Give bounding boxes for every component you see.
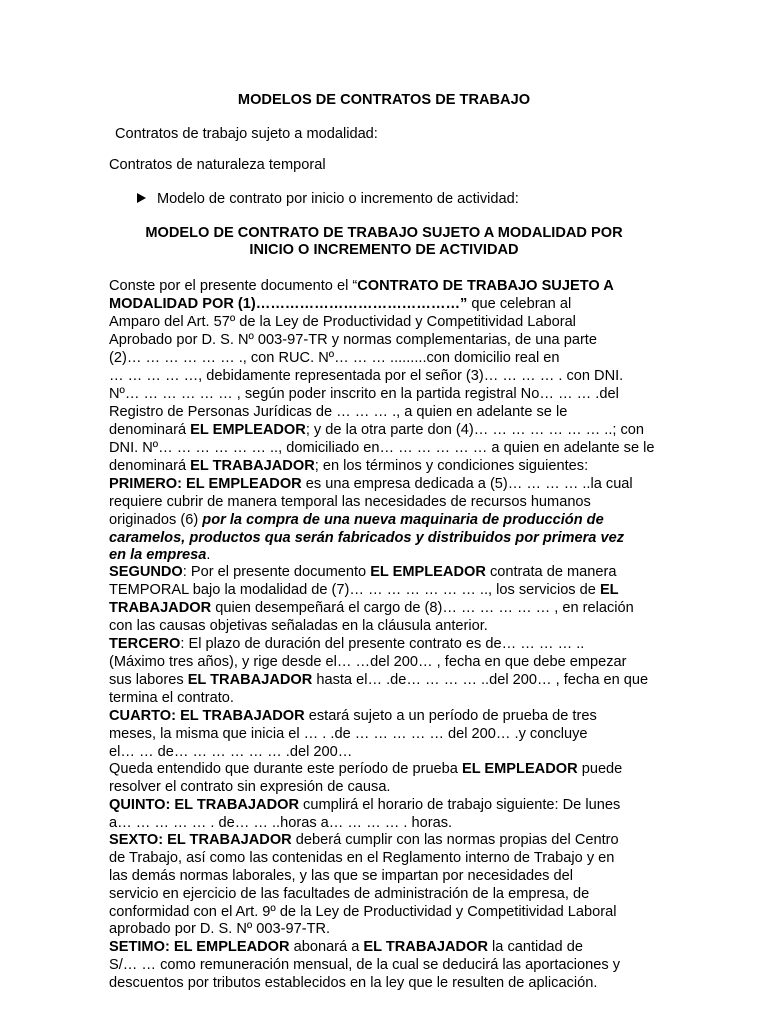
section-heading-temporal: Contratos de naturaleza temporal bbox=[109, 157, 326, 173]
body-line: DNI. Nº… … … … … … .., domiciliado en… … … … … … a quien en adelante se le bbox=[109, 440, 655, 456]
bold-span: TERCERO bbox=[109, 636, 181, 652]
body-line: termina el contrato. bbox=[109, 690, 234, 706]
body-line: S/… … como remuneración mensual, de la cual se deducirá las aportaciones y bbox=[109, 957, 621, 973]
clause-tercero bbox=[109, 635, 584, 653]
contract-heading-line-2: INICIO O INCREMENTO DE ACTIVIDAD bbox=[249, 242, 519, 258]
text-span: denominará bbox=[109, 422, 191, 438]
body-line bbox=[109, 457, 588, 475]
bold-span: CUARTO: EL TRABAJADOR bbox=[109, 708, 305, 724]
text-span: que celebran al bbox=[467, 296, 572, 312]
text-span: originados (6) bbox=[109, 512, 203, 528]
body-line bbox=[109, 581, 619, 599]
text-span: abonará a bbox=[289, 939, 364, 955]
body-line: aprobado por D. S. Nº 003-97-TR. bbox=[109, 921, 331, 937]
bold-span: SEGUNDO bbox=[109, 564, 183, 580]
body-line: (2)… … … … … … ., con RUC. Nº… … … .........con domicilio real en bbox=[109, 350, 560, 366]
text-span: quien desempeñará el cargo de (8)… … … … … … , en relación bbox=[211, 600, 634, 616]
text-span: puede bbox=[577, 761, 623, 777]
body-line: meses, la misma que inicia el … . .de … … … … … del 200… .y concluye bbox=[109, 726, 588, 742]
bold-italic-span: por la compra de una nueva maquinaria de producción de bbox=[202, 512, 604, 528]
body-line: … … … … …, debidamente representada por el señor (3)… … … … . con DNI. bbox=[109, 368, 624, 384]
text-span: cumplirá el horario de trabajo siguiente: De lunes bbox=[299, 797, 621, 813]
clause-sexto bbox=[109, 831, 619, 849]
text-span: contrata de manera bbox=[485, 564, 617, 580]
body-line bbox=[109, 295, 571, 313]
text-span: la cantidad de bbox=[488, 939, 583, 955]
body-line: resolver el contrato sin expresión de causa. bbox=[109, 779, 391, 795]
bold-span: EL TRABAJADOR bbox=[187, 672, 313, 688]
arrow-bullet-icon bbox=[137, 193, 146, 203]
bold-span: SETIMO: EL EMPLEADOR bbox=[109, 939, 290, 955]
clause-segundo bbox=[109, 563, 617, 581]
bold-span: EL EMPLEADOR bbox=[461, 761, 578, 777]
body-line: Aprobado por D. S. Nº 003-97-TR y normas complementarias, de una parte bbox=[109, 332, 597, 348]
body-line bbox=[109, 277, 614, 295]
bold-span: CONTRATO DE TRABAJO SUJETO A bbox=[357, 278, 614, 294]
bold-span: EL TRABAJADOR bbox=[363, 939, 488, 955]
body-line: las demás normas laborales, y las que se impartan por necesidades del bbox=[109, 868, 574, 884]
bold-span: EL EMPLEADOR bbox=[370, 564, 486, 580]
body-line bbox=[109, 421, 644, 439]
body-line: Nº… … … … … … , según poder inscrito en la partida registral No… … … .del bbox=[109, 386, 619, 402]
clause-setimo bbox=[109, 938, 583, 956]
contract-heading-line-1: MODELO DE CONTRATO DE TRABAJO SUJETO A MODALIDAD POR bbox=[145, 225, 623, 241]
text-span: . bbox=[206, 547, 211, 563]
body-line bbox=[109, 599, 634, 617]
text-span: TEMPORAL bajo la modalidad de (7)… … … … … … … .., los servicios de bbox=[109, 582, 600, 598]
text-span: ; y de la otra parte don (4)… … … … … … … ..; con bbox=[305, 422, 645, 438]
bold-span: MODALIDAD POR (1)……………………………………” bbox=[109, 296, 468, 312]
text-span: denominará bbox=[109, 458, 191, 474]
clause-quinto bbox=[109, 796, 620, 814]
bold-italic-span: caramelos, productos qua serán fabricados y distribuidos por primera vez bbox=[109, 530, 624, 546]
text-span: hasta el… .de… … … … ..del 200… , fecha en que bbox=[312, 672, 649, 688]
clause-cuarto bbox=[109, 707, 597, 725]
body-line: a… … … … … . de… … ..horas a… … … … . horas. bbox=[109, 815, 453, 831]
body-line: descuentos por tributos establecidos en la ley que le resulten de aplicación. bbox=[109, 975, 598, 991]
bold-italic-span: en la empresa bbox=[109, 547, 207, 563]
bold-span: EL EMPLEADOR bbox=[190, 422, 306, 438]
text-span: ; en los términos y condiciones siguientes: bbox=[314, 458, 589, 474]
body-line: con las causas objetivas señaladas en la cláusula anterior. bbox=[109, 618, 488, 634]
body-line bbox=[109, 511, 604, 529]
text-span: : Por el presente documento bbox=[182, 564, 371, 580]
body-line: de Trabajo, así como las contenidas en el Reglamento interno de Trabajo y en bbox=[109, 850, 615, 866]
bullet-item bbox=[137, 190, 519, 208]
text-span: estará sujeto a un período de prueba de tres bbox=[304, 708, 597, 724]
body-line: conformidad con el Art. 9º de la Ley de Productividad y Competitividad Laboral bbox=[109, 904, 617, 920]
text-span: : El plazo de duración del presente contrato es de… … … … .. bbox=[180, 636, 585, 652]
bold-span: PRIMERO: EL EMPLEADOR bbox=[109, 476, 302, 492]
body-line: (Máximo tres años), y rige desde el… …del 200… , fecha en que debe empezar bbox=[109, 654, 627, 670]
text-span: Queda entendido que durante este período de prueba bbox=[109, 761, 462, 777]
text-span: Conste por el presente documento el “ bbox=[109, 278, 358, 294]
bold-span: SEXTO: EL TRABAJADOR bbox=[109, 832, 292, 848]
bold-span: EL TRABAJADOR bbox=[190, 458, 315, 474]
bold-span: TRABAJADOR bbox=[109, 600, 212, 616]
document-title: MODELOS DE CONTRATOS DE TRABAJO bbox=[237, 92, 531, 108]
bold-span: QUINTO: EL TRABAJADOR bbox=[109, 797, 299, 813]
bold-span: EL bbox=[599, 582, 619, 598]
body-line bbox=[109, 546, 210, 564]
body-line: Registro de Personas Jurídicas de … … … ., a quien en adelante se le bbox=[109, 404, 568, 420]
body-line: el… … de… … … … … … .del 200… bbox=[109, 744, 353, 760]
body-line bbox=[109, 529, 624, 547]
text-span: deberá cumplir con las normas propias del Centro bbox=[291, 832, 619, 848]
section-heading-modalidad: Contratos de trabajo sujeto a modalidad: bbox=[115, 126, 378, 142]
body-line: Amparo del Art. 57º de la Ley de Productividad y Competitividad Laboral bbox=[109, 314, 576, 330]
body-line: requiere cubrir de manera temporal las necesidades de recursos humanos bbox=[109, 494, 591, 510]
body-line: servicio en ejercicio de las facultades de administración de la empresa, de bbox=[109, 886, 590, 902]
text-span: es una empresa dedicada a (5)… … … … ..la cual bbox=[301, 476, 633, 492]
text-span: sus labores bbox=[109, 672, 188, 688]
body-line bbox=[109, 671, 648, 689]
body-line bbox=[109, 760, 622, 778]
clause-primero bbox=[109, 475, 633, 493]
bullet-item-text: Modelo de contrato por inicio o incremento de actividad: bbox=[157, 191, 519, 207]
